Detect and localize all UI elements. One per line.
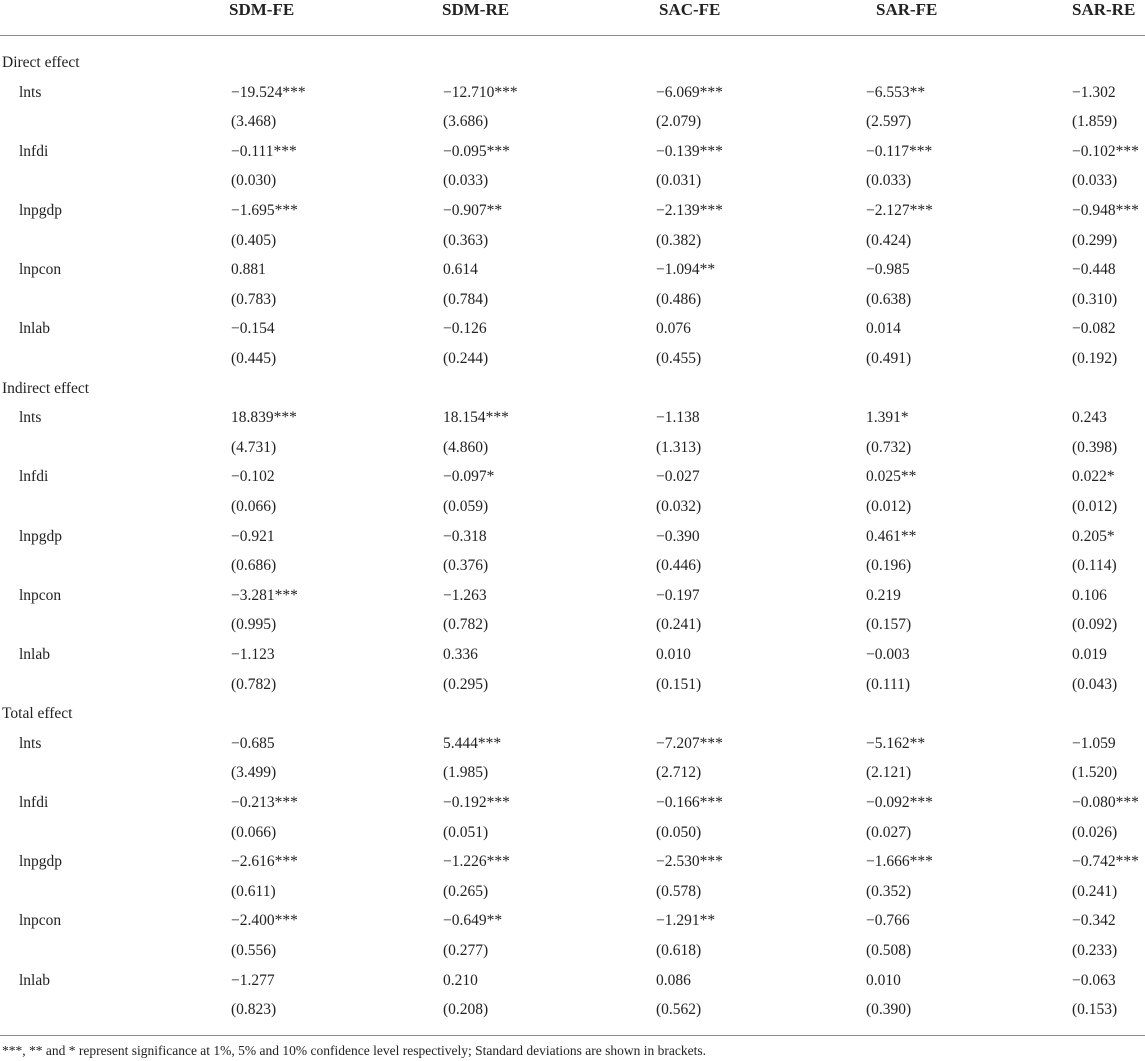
coefficient-cell: 18.154*** (443, 409, 509, 427)
standard-error-row (0, 995, 1145, 1025)
standard-error-cell: (0.031) (656, 172, 702, 190)
standard-error-cell: (0.784) (443, 290, 489, 308)
standard-error-cell: (0.032) (656, 498, 702, 515)
coefficient-cell: −0.742*** (1072, 853, 1139, 871)
header-rule (0, 35, 1145, 36)
coefficient-row (0, 78, 1145, 108)
coefficient-cell: −1.666*** (866, 853, 933, 871)
coefficient-cell: −2.139*** (656, 202, 723, 219)
standard-error-cell: (0.066) (231, 498, 277, 515)
standard-error-cell: (0.823) (231, 1001, 277, 1019)
coefficient-cell: −0.766 (866, 912, 910, 930)
coefficient-cell: −0.197 (656, 586, 700, 604)
standard-error-cell: (0.043) (1072, 675, 1118, 693)
variable-name: lnts (19, 83, 42, 101)
variable-name: lnts (19, 734, 42, 752)
standard-error-row (0, 166, 1145, 196)
coefficient-cell: −0.390 (656, 527, 700, 545)
standard-error-row (0, 818, 1145, 848)
coefficient-cell: −0.102*** (1072, 142, 1139, 160)
standard-error-cell: (2.121) (866, 764, 912, 782)
coefficient-cell: 0.022* (1072, 468, 1115, 486)
coefficient-cell: −0.111*** (231, 142, 297, 160)
coefficient-cell: 0.243 (1072, 409, 1107, 427)
coefficient-cell: −1.138 (656, 409, 700, 427)
coefficient-cell: −2.400*** (231, 912, 298, 930)
coefficient-cell: −0.685 (231, 734, 275, 752)
section-title: Total effect (2, 705, 73, 723)
coefficient-cell: −0.318 (443, 527, 487, 545)
standard-error-cell: (3.499) (231, 764, 277, 782)
coefficient-cell: 0.336 (443, 646, 478, 663)
standard-error-cell: (0.491) (866, 350, 912, 367)
column-header: SAR-FE (876, 0, 938, 19)
coefficient-cell: −0.097* (443, 468, 495, 486)
standard-error-cell: (0.265) (443, 882, 489, 900)
standard-error-cell: (0.508) (866, 942, 912, 959)
variable-name: lnpcon (19, 912, 62, 930)
standard-error-cell: (0.192) (1072, 350, 1118, 367)
coefficient-cell: −0.126 (443, 320, 487, 338)
standard-error-cell: (4.731) (231, 438, 277, 456)
standard-error-cell: (0.455) (656, 350, 702, 367)
standard-error-cell: (0.244) (443, 350, 489, 367)
standard-error-cell: (0.241) (656, 616, 702, 634)
variable-name: lnfdi (19, 794, 49, 811)
standard-error-cell: (0.732) (866, 438, 912, 456)
standard-error-cell: (0.027) (866, 823, 912, 841)
variable-name: lnpcon (19, 261, 62, 279)
column-header: SAR-RE (1072, 0, 1136, 19)
coefficient-cell: −0.095*** (443, 142, 510, 160)
coefficient-cell: −1.094** (656, 261, 716, 279)
standard-error-row (0, 936, 1145, 966)
coefficient-cell: −6.553** (866, 83, 926, 101)
coefficient-cell: 0.461** (866, 527, 917, 545)
coefficient-cell: −0.117*** (866, 142, 933, 160)
coefficient-cell: 0.010 (866, 971, 901, 989)
coefficient-cell: −7.207*** (656, 734, 723, 752)
standard-error-cell: (0.059) (443, 498, 489, 515)
standard-error-row (0, 877, 1145, 907)
coefficient-cell: 0.010 (656, 646, 691, 663)
coefficient-cell: −5.162** (866, 734, 926, 752)
standard-error-row (0, 610, 1145, 640)
section-title: Indirect effect (2, 379, 90, 397)
coefficient-cell: −1.695*** (231, 202, 298, 219)
standard-error-cell: (1.520) (1072, 764, 1118, 782)
standard-error-cell: (0.299) (1072, 231, 1118, 249)
standard-error-cell: (0.277) (443, 942, 489, 959)
coefficient-row (0, 462, 1145, 492)
coefficient-row (0, 255, 1145, 285)
coefficient-row (0, 640, 1145, 670)
standard-error-cell: (0.446) (656, 557, 702, 575)
variable-name: lnlab (19, 971, 50, 989)
coefficient-cell: −0.342 (1072, 912, 1116, 930)
coefficient-cell: −0.027 (656, 468, 700, 486)
variable-name: lnpgdp (19, 527, 63, 545)
standard-error-cell: (0.382) (656, 231, 702, 249)
coefficient-cell: −0.985 (866, 261, 910, 279)
variable-name: lnpgdp (19, 202, 63, 219)
coefficient-cell: −0.154 (231, 320, 275, 338)
coefficient-cell: 0.086 (656, 971, 691, 989)
coefficient-row (0, 314, 1145, 344)
coefficient-cell: −0.448 (1072, 261, 1116, 279)
variable-name: lnlab (19, 320, 50, 338)
standard-error-cell: (1.985) (443, 764, 489, 782)
standard-error-cell: (0.153) (1072, 1001, 1118, 1019)
coefficient-cell: 0.881 (231, 261, 266, 279)
bottom-rule (0, 1035, 1145, 1036)
coefficient-cell: −1.291** (656, 912, 716, 930)
standard-error-cell: (0.562) (656, 1001, 702, 1019)
coefficient-row (0, 196, 1145, 226)
coefficient-cell: −0.082 (1072, 320, 1116, 338)
standard-error-cell: (0.033) (1072, 172, 1118, 190)
coefficient-row (0, 966, 1145, 996)
standard-error-row (0, 492, 1145, 522)
coefficient-cell: −0.213*** (231, 794, 298, 811)
standard-error-cell: (0.424) (866, 231, 912, 249)
coefficient-cell: −0.166*** (656, 794, 723, 811)
standard-error-cell: (1.859) (1072, 113, 1118, 131)
coefficient-cell: −2.127*** (866, 202, 933, 219)
standard-error-cell: (3.468) (231, 113, 277, 131)
coefficient-cell: 18.839*** (231, 409, 297, 427)
standard-error-cell: (0.556) (231, 942, 277, 959)
standard-error-cell: (0.051) (443, 823, 489, 841)
standard-error-cell: (0.050) (656, 823, 702, 841)
standard-error-cell: (0.092) (1072, 616, 1118, 634)
standard-error-cell: (2.712) (656, 764, 702, 782)
coefficient-cell: 1.391* (866, 409, 909, 427)
standard-error-cell: (0.486) (656, 290, 702, 308)
coefficient-cell: 0.106 (1072, 586, 1107, 604)
coefficient-cell: −1.277 (231, 971, 275, 989)
coefficient-cell: 0.210 (443, 971, 478, 989)
variable-name: lnlab (19, 646, 50, 663)
coefficient-cell: −3.281*** (231, 586, 298, 604)
coefficient-cell: −0.649** (443, 912, 503, 930)
coefficient-cell: 0.014 (866, 320, 901, 338)
standard-error-row (0, 433, 1145, 463)
standard-error-cell: (0.310) (1072, 290, 1118, 308)
coefficient-cell: −6.069*** (656, 83, 723, 101)
table-footnote: ***, ** and * represent significance at 1%, 5% and 10% confidence level respectively; Standard deviations are shown in brackets. (2, 1043, 707, 1058)
coefficient-cell: −0.080*** (1072, 794, 1139, 811)
coefficient-cell: −0.192*** (443, 794, 510, 811)
column-header: SAC-FE (659, 0, 721, 19)
coefficient-row (0, 729, 1145, 759)
standard-error-cell: (0.686) (231, 557, 277, 575)
coefficient-cell: 0.205* (1072, 527, 1115, 545)
variable-name: lnts (19, 409, 42, 427)
coefficient-cell: −2.616*** (231, 853, 298, 871)
variable-name: lnpcon (19, 586, 62, 604)
coefficient-cell: −0.003 (866, 646, 910, 663)
coefficient-cell: −0.102 (231, 468, 275, 486)
coefficient-row (0, 581, 1145, 611)
standard-error-cell: (3.686) (443, 113, 489, 131)
coefficient-cell: 0.076 (656, 320, 691, 338)
variable-name: lnfdi (19, 468, 49, 486)
section-row (0, 374, 1145, 404)
standard-error-cell: (0.578) (656, 882, 702, 900)
standard-error-cell: (0.782) (231, 675, 277, 693)
standard-error-row (0, 226, 1145, 256)
standard-error-cell: (0.030) (231, 172, 277, 190)
coefficient-row (0, 522, 1145, 552)
standard-error-cell: (0.363) (443, 231, 489, 249)
column-header: SDM-FE (229, 0, 295, 19)
standard-error-cell: (0.398) (1072, 438, 1118, 456)
standard-error-cell: (0.196) (866, 557, 912, 575)
standard-error-cell: (0.783) (231, 290, 277, 308)
coefficient-cell: −0.948*** (1072, 202, 1139, 219)
standard-error-cell: (4.860) (443, 438, 489, 456)
standard-error-cell: (0.208) (443, 1001, 489, 1019)
coefficient-row (0, 906, 1145, 936)
standard-error-cell: (0.157) (866, 616, 912, 634)
standard-error-cell: (0.618) (656, 942, 702, 959)
coefficient-row (0, 137, 1145, 167)
standard-error-cell: (0.611) (231, 882, 276, 900)
coefficient-cell: −1.059 (1072, 734, 1116, 752)
section-title: Direct effect (2, 54, 80, 71)
standard-error-cell: (0.033) (443, 172, 489, 190)
coefficient-cell: −2.530*** (656, 853, 723, 871)
standard-error-cell: (0.012) (1072, 498, 1118, 515)
variable-name: lnfdi (19, 142, 49, 160)
section-row (0, 699, 1145, 729)
variable-name: lnpgdp (19, 853, 63, 871)
coefficient-cell: −1.123 (231, 646, 275, 663)
standard-error-row (0, 285, 1145, 315)
coefficient-cell: −19.524*** (231, 83, 306, 101)
standard-error-cell: (1.313) (656, 438, 702, 456)
coefficient-cell: −0.921 (231, 527, 275, 545)
standard-error-row (0, 107, 1145, 137)
standard-error-cell: (0.066) (231, 823, 277, 841)
standard-error-cell: (0.390) (866, 1001, 912, 1019)
coefficient-cell: −1.263 (443, 586, 487, 604)
standard-error-cell: (0.012) (866, 498, 912, 515)
standard-error-cell: (0.295) (443, 675, 489, 693)
coefficient-row (0, 847, 1145, 877)
standard-error-cell: (0.995) (231, 616, 277, 634)
standard-error-cell: (0.026) (1072, 823, 1118, 841)
standard-error-cell: (2.597) (866, 113, 912, 131)
standard-error-cell: (0.151) (656, 675, 702, 693)
standard-error-cell: (0.405) (231, 231, 277, 249)
standard-error-row (0, 758, 1145, 788)
standard-error-cell: (0.233) (1072, 942, 1118, 959)
standard-error-row (0, 344, 1145, 374)
column-header: SDM-RE (442, 0, 510, 19)
coefficient-row (0, 403, 1145, 433)
coefficient-cell: −0.907** (443, 202, 503, 219)
coefficient-cell: −0.139*** (656, 142, 723, 160)
standard-error-cell: (0.782) (443, 616, 489, 634)
standard-error-cell: (0.033) (866, 172, 912, 190)
standard-error-cell: (2.079) (656, 113, 702, 131)
coefficient-cell: −1.226*** (443, 853, 510, 871)
coefficient-cell: 5.444*** (443, 734, 502, 752)
coefficient-cell: 0.019 (1072, 646, 1107, 663)
standard-error-row (0, 670, 1145, 700)
coefficient-row (0, 788, 1145, 818)
standard-error-cell: (0.445) (231, 350, 277, 367)
standard-error-cell: (0.376) (443, 557, 489, 575)
standard-error-row (0, 551, 1145, 581)
standard-error-cell: (0.111) (866, 675, 911, 693)
coefficient-cell: −1.302 (1072, 83, 1116, 101)
section-row (0, 48, 1145, 78)
coefficient-cell: 0.614 (443, 261, 478, 279)
coefficient-cell: −0.092*** (866, 794, 933, 811)
coefficient-cell: −0.063 (1072, 971, 1116, 989)
coefficient-cell: −12.710*** (443, 83, 518, 101)
standard-error-cell: (0.241) (1072, 882, 1118, 900)
coefficient-cell: 0.219 (866, 586, 901, 604)
standard-error-cell: (0.638) (866, 290, 912, 308)
standard-error-cell: (0.352) (866, 882, 912, 900)
standard-error-cell: (0.114) (1072, 557, 1117, 575)
coefficient-cell: 0.025** (866, 468, 917, 486)
